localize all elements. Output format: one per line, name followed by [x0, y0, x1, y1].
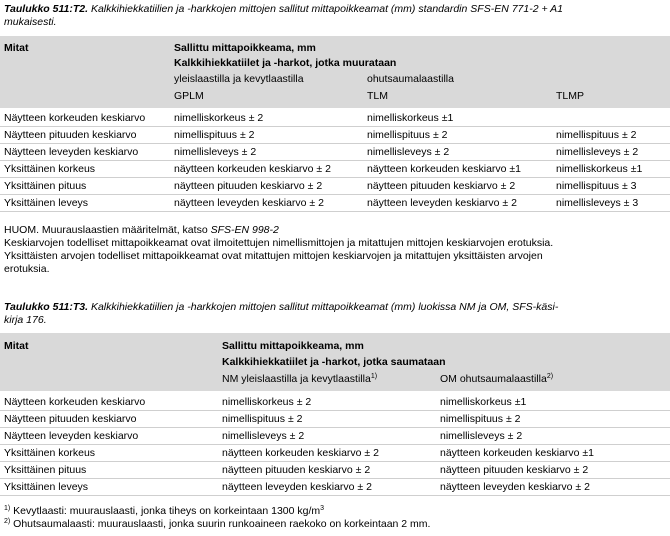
table-row	[0, 178, 670, 195]
cell-tlmp: nimellisleveys ± 3	[556, 197, 639, 209]
row-label: Näytteen pituuden keskiarvo	[4, 413, 137, 425]
row-label: Yksittäinen pituus	[4, 180, 87, 192]
row-label: Näytteen leveyden keskiarvo	[4, 146, 139, 158]
footnote-1-unit-exponent: 3	[320, 505, 325, 512]
footnote-2	[4, 518, 666, 531]
table2-header-col-a	[222, 373, 377, 386]
footnote-1-text: Kevytlaasti: muurauslaasti, jonka tiheys on korkeintaan 1300 kg/m	[10, 505, 321, 517]
cell-tlm: näytteen pituuden keskiarvo ± 2	[367, 180, 516, 192]
table2-caption	[4, 301, 664, 327]
table1-header-col-b-desc: ohutsaumalaastilla	[367, 73, 454, 85]
row-label: Yksittäinen korkeus	[4, 163, 96, 175]
table1-header-col-b-code: TLM	[367, 90, 388, 102]
cell-tlm: nimellispituus ± 2	[367, 129, 448, 141]
cell-nm: näytteen korkeuden keskiarvo ± 2	[222, 447, 379, 459]
table-row	[0, 394, 670, 411]
cell-gplm: näytteen pituuden keskiarvo ± 2	[174, 180, 323, 192]
cell-gplm: nimellispituus ± 2	[174, 129, 255, 141]
table1-header-col-c-code: TLMP	[556, 90, 585, 102]
row-label: Yksittäinen leveys	[4, 197, 89, 209]
cell-om: näytteen leveyden keskiarvo ± 2	[440, 481, 590, 493]
row-label: Yksittäinen pituus	[4, 464, 87, 476]
table2-header-mitat: Mitat	[4, 340, 29, 352]
table-row	[0, 428, 670, 445]
cell-nm: näytteen leveyden keskiarvo ± 2	[222, 481, 372, 493]
table2-header-subtitle: Kalkkihiekkatiilet ja -harkot, jotka saumataan	[222, 356, 446, 368]
table-row	[0, 445, 670, 462]
row-label: Näytteen korkeuden keskiarvo	[4, 396, 146, 408]
table1-caption-text: Kalkkihiekkatiilien ja -harkkojen mittojen sallitut mittapoikkeamat (mm) standardin	[90, 3, 468, 15]
row-label: Näytteen leveyden keskiarvo	[4, 430, 139, 442]
cell-tlm: nimellisleveys ± 2	[367, 146, 450, 158]
footnote-1-mark: 1)	[4, 505, 11, 512]
table1-header-col-a-code: GPLM	[174, 90, 204, 102]
cell-nm: näytteen pituuden keskiarvo ± 2	[222, 464, 371, 476]
footnote-2-text: Ohutsaumalaasti: muurauslaasti, jonka suurin runkoaineen raekoko on korkeintaan 2 mm.	[10, 518, 431, 530]
cell-tlmp: nimellispituus ± 2	[556, 129, 637, 141]
table-row	[0, 462, 670, 479]
table2-header-title: Sallittu mittapoikkeama, mm	[222, 340, 364, 352]
cell-om: nimellispituus ± 2	[440, 413, 521, 425]
cell-tlm: nimelliskorkeus ±1	[367, 112, 454, 124]
table1-note	[4, 224, 666, 276]
cell-nm: nimellispituus ± 2	[222, 413, 303, 425]
col-b-label: OM ohutsaumalaastilla	[440, 373, 547, 385]
table2-caption-text2: kirja 176.	[4, 314, 47, 326]
cell-gplm: näytteen leveyden keskiarvo ± 2	[174, 197, 324, 209]
table1-header-title: Sallittu mittapoikkeama, mm	[174, 42, 316, 54]
row-label: Yksittäinen leveys	[4, 481, 89, 493]
table-row	[0, 144, 670, 161]
footnote-2-mark: 2)	[4, 518, 11, 525]
cell-om: näytteen korkeuden keskiarvo ±1	[440, 447, 595, 459]
cell-nm: nimelliskorkeus ± 2	[222, 396, 312, 408]
col-a-label: NM yleislaastilla ja kevytlaastilla	[222, 373, 371, 385]
col-a-footnote-ref: 1)	[370, 373, 378, 380]
table-row	[0, 479, 670, 496]
note-line2: Keskiarvojen todelliset mittapoikkeamat ovat ilmoitettujen nimellismittojen ja mitattujen mittojen keskiarvojen erotuksia.	[4, 237, 554, 249]
cell-om: nimelliskorkeus ±1	[440, 396, 527, 408]
table-row	[0, 110, 670, 127]
cell-tlmp: nimellisleveys ± 2	[556, 146, 639, 158]
table1-caption-label: Taulukko 511:T2.	[4, 3, 89, 15]
row-label: Yksittäinen korkeus	[4, 447, 96, 459]
cell-gplm: nimelliskorkeus ± 2	[174, 112, 264, 124]
cell-gplm: nimellisleveys ± 2	[174, 146, 257, 158]
cell-nm: nimellisleveys ± 2	[222, 430, 305, 442]
table-row	[0, 127, 670, 144]
cell-om: nimellisleveys ± 2	[440, 430, 523, 442]
table1-header-mitat: Mitat	[4, 42, 29, 54]
row-label: Näytteen korkeuden keskiarvo	[4, 112, 146, 124]
cell-tlm: näytteen leveyden keskiarvo ± 2	[367, 197, 517, 209]
table2-header	[0, 333, 670, 391]
cell-gplm: näytteen korkeuden keskiarvo ± 2	[174, 163, 331, 175]
table1-header	[0, 36, 670, 108]
table-row	[0, 195, 670, 212]
note-standard: SFS-EN 998-2	[210, 224, 279, 236]
table1-caption-standard: SFS-EN 771-2 + A1	[470, 3, 563, 15]
note-line4: erotuksia.	[4, 263, 50, 275]
cell-tlmp: nimellispituus ± 3	[556, 180, 637, 192]
cell-om: näytteen pituuden keskiarvo ± 2	[440, 464, 589, 476]
table1-header-subtitle: Kalkkihiekkatiilet ja -harkot, jotka muurataan	[174, 57, 397, 69]
table-row	[0, 161, 670, 178]
cell-tlmp: nimelliskorkeus ±1	[556, 163, 643, 175]
table1-caption	[4, 3, 664, 29]
table2-header-col-b	[440, 373, 553, 386]
table2-caption-text: Kalkkihiekkatiilien ja -harkkojen mittojen sallitut mittapoikkeamat (mm) luokissa NM ja OM, SFS-käsi-	[90, 301, 559, 313]
table1-header-col-a-desc: yleislaastilla ja kevytlaastilla	[174, 73, 304, 85]
col-b-footnote-ref: 2)	[546, 373, 554, 380]
table1-caption-text2: mukaisesti.	[4, 16, 57, 28]
table-row	[0, 411, 670, 428]
table2-caption-label: Taulukko 511:T3.	[4, 301, 89, 313]
table2-footnotes	[4, 505, 666, 531]
note-prefix: HUOM. Muurauslaastien määritelmät, katso	[4, 224, 208, 236]
footnote-1	[4, 505, 666, 518]
row-label: Näytteen pituuden keskiarvo	[4, 129, 137, 141]
note-line3: Yksittäisten arvojen todelliset mittapoikkeamat ovat mitattujen mittojen keskiarvojen ja mitattujen yksittäisten arvojen	[4, 250, 543, 262]
cell-tlm: näytteen korkeuden keskiarvo ±1	[367, 163, 522, 175]
